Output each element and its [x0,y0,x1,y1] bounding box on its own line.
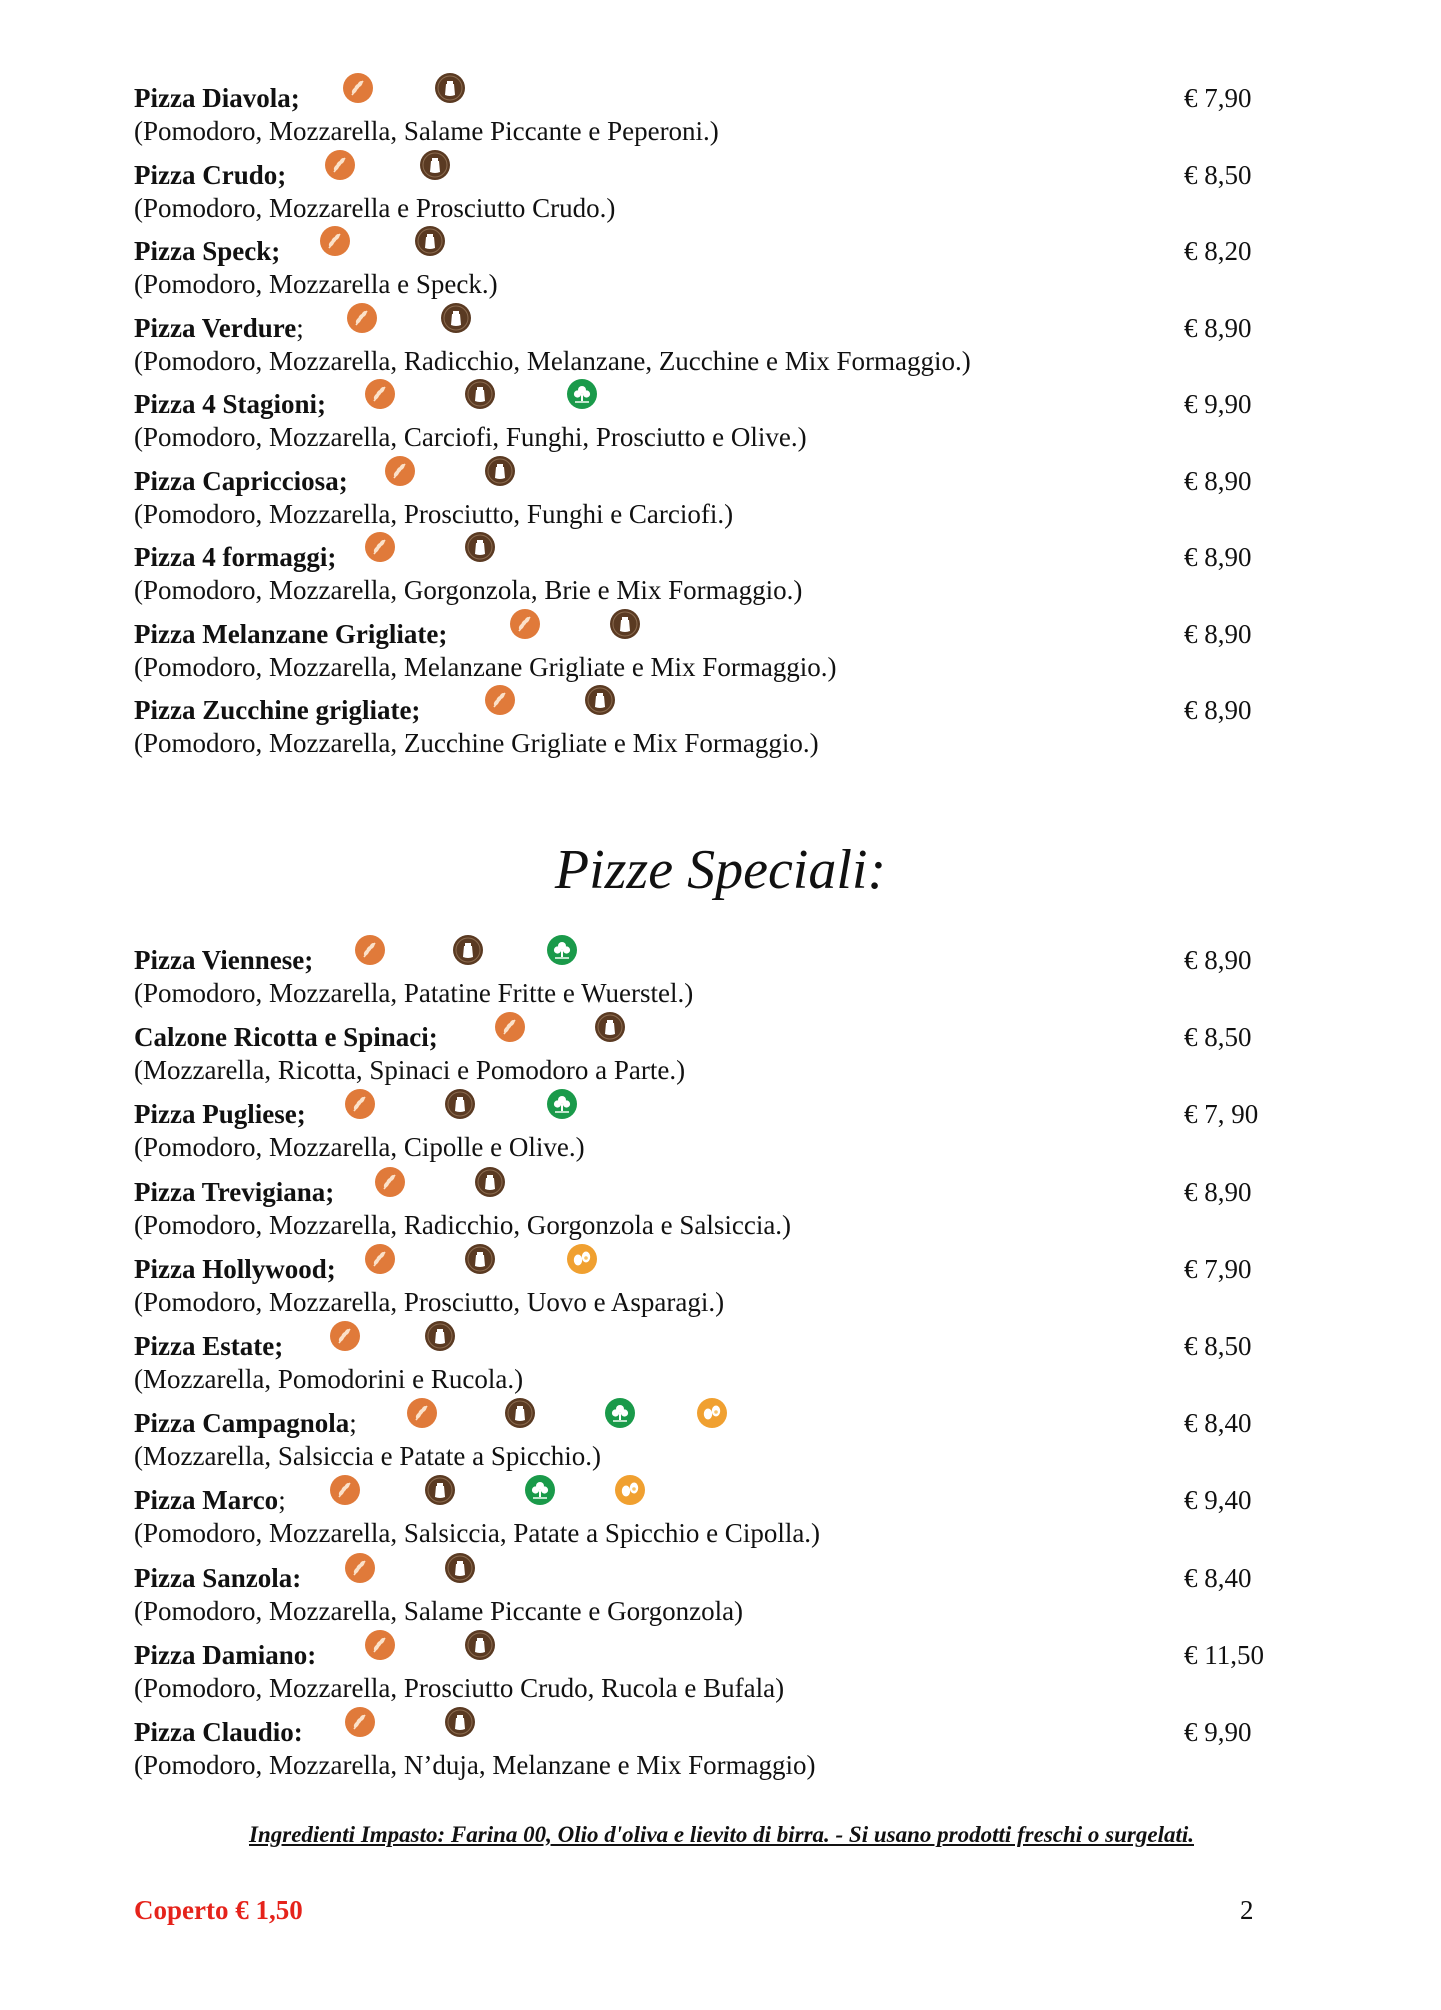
menu-item-name: Pizza Marco [134,1485,279,1516]
dairy-icon [452,934,484,966]
menu-item [134,231,1274,308]
menu-item-price: € 11,50 [1184,1639,1264,1670]
menu-item-price: € 9,90 [1184,1716,1252,1747]
menu-item-name: Pizza Verdure [134,312,297,343]
menu-item-ingredients: (Pomodoro, Mozzarella, Salsiccia, Patate a Spicchio e Cipolla.) [134,1518,821,1549]
menu-item-price: € 8,50 [1184,159,1252,190]
menu-item-price: € 8,40 [1184,1562,1252,1593]
wheat-icon [364,1243,396,1275]
menu-item-name: Pizza 4 Stagioni; [134,389,326,419]
wheat-icon [324,149,356,181]
wheat-icon [354,934,386,966]
menu-item-ingredients: (Pomodoro, Mozzarella e Prosciutto Crudo.) [134,192,616,223]
menu-item [134,155,1274,232]
menu-item-ingredients: (Pomodoro, Mozzarella, Patatine Fritte e Wuerstel.) [134,978,694,1008]
menu-item-ingredients: (Mozzarella, Pomodorini e Rucola.) [134,1363,524,1394]
menu-item-name: Pizza Claudio: [134,1716,303,1747]
menu-item-price: € 7, 90 [1184,1099,1259,1130]
menu-item-price: € 8,20 [1184,236,1252,266]
menu-item-price: € 8,90 [1184,1176,1252,1207]
dairy-icon [434,72,466,104]
wheat-icon [344,1088,376,1120]
menu-item-price: € 8,90 [1184,465,1252,496]
dairy-icon [464,378,496,410]
menu-item-name: Pizza Damiano: [134,1639,317,1670]
dairy-icon [444,1088,476,1120]
dairy-icon [464,1629,496,1661]
menu-item-ingredients: (Pomodoro, Mozzarella, Carciofi, Funghi, Prosciutto e Olive.) [134,422,807,452]
wheat-icon [329,1320,361,1352]
dairy-icon [474,1166,506,1198]
menu-item-price: € 8,90 [1184,542,1252,572]
wheat-icon [509,608,541,640]
menu-item-ingredients: (Pomodoro, Mozzarella, Radicchio, Gorgonzola e Salsiccia.) [134,1209,792,1240]
menu-item-name-suffix: ; [278,1485,286,1516]
menu-item-name: Pizza 4 formaggi; [134,542,337,572]
menu-item-name: Pizza Estate; [134,1330,284,1361]
egg-icon [696,1397,728,1429]
menu-item-name: Pizza Speck; [134,236,281,266]
dairy-icon [419,149,451,181]
wheat-icon [364,531,396,563]
menu-item [134,78,1274,155]
wheat-icon [346,302,378,334]
menu-item-price: € 8,90 [1184,618,1252,649]
menu-item-name: Pizza Campagnola [134,1408,350,1439]
wheat-icon [344,1552,376,1584]
menu-item [134,461,1274,538]
dairy-icon [414,225,446,257]
menu-item-price: € 7,90 [1184,83,1252,113]
menu-item-price: € 9,40 [1184,1485,1252,1516]
menu-item [134,1249,1274,1326]
dough-ingredients-note: Ingredienti Impasto: Farina 00, Olio d'oliva e lievito di birra. - Si usano prodotti freschi o surgelati. [249,1822,1194,1847]
menu-item [134,1094,1274,1171]
menu-item-ingredients: (Pomodoro, Mozzarella, Cipolle e Olive.) [134,1132,585,1163]
menu-item-price: € 9,90 [1184,389,1252,419]
dairy-icon [484,455,516,487]
menu-item [134,1558,1274,1635]
menu-item-price: € 8,40 [1184,1408,1252,1439]
menu-item [134,308,1274,385]
menu-item-name: Pizza Trevigiana; [134,1176,335,1207]
coperto-price: Coperto € 1,50 [134,1895,303,1925]
menu-item-name-suffix: ; [349,1408,357,1439]
menu-item-name: Pizza Hollywood; [134,1253,336,1284]
celery-icon [546,1088,578,1120]
dairy-icon [444,1706,476,1738]
menu-item-ingredients: (Pomodoro, Mozzarella, Prosciutto, Uovo e Asparagi.) [134,1286,725,1317]
menu-item-ingredients: (Mozzarella, Salsiccia e Patate a Spicchio.) [134,1441,602,1472]
wheat-icon [342,72,374,104]
special-pizza-list [134,940,1274,1789]
dairy-icon [464,1243,496,1275]
wheat-icon [329,1474,361,1506]
wheat-icon [406,1397,438,1429]
menu-item [134,1480,1274,1557]
dairy-icon [609,608,641,640]
menu-item-ingredients: (Pomodoro, Mozzarella, Melanzane Grigliate e Mix Formaggio.) [134,651,837,682]
wheat-icon [319,225,351,257]
menu-item-name-suffix: ; [296,312,304,343]
menu-item [134,537,1274,614]
menu-item-name: Pizza Diavola; [134,83,300,113]
celery-icon [546,934,578,966]
section-title: Pizze Speciali: [554,839,887,901]
menu-item-ingredients: (Pomodoro, Mozzarella, Radicchio, Melanzane, Zucchine e Mix Formaggio.) [134,345,971,376]
menu-item-price: € 8,90 [1184,945,1252,975]
dairy-icon [424,1474,456,1506]
classic-pizza-list [134,78,1274,767]
menu-item-ingredients: (Pomodoro, Mozzarella, N’duja, Melanzane e Mix Formaggio) [134,1749,816,1780]
menu-item-price: € 8,90 [1184,312,1252,343]
dairy-icon [464,531,496,563]
dairy-icon [424,1320,456,1352]
menu-item-ingredients: (Pomodoro, Mozzarella e Speck.) [134,269,498,299]
menu-item [134,614,1274,691]
wheat-icon [384,455,416,487]
menu-item [134,940,1274,1017]
celery-icon [604,1397,636,1429]
menu-item-ingredients: (Mozzarella, Ricotta, Spinaci e Pomodoro a Parte.) [134,1055,686,1086]
dairy-icon [504,1397,536,1429]
menu-item-ingredients: (Pomodoro, Mozzarella, Prosciutto Crudo, Rucola e Bufala) [134,1672,785,1703]
egg-icon [566,1243,598,1275]
menu-item-ingredients: (Pomodoro, Mozzarella, Gorgonzola, Brie e Mix Formaggio.) [134,575,803,605]
menu-item-name: Pizza Pugliese; [134,1099,306,1130]
menu-item [134,1172,1274,1249]
wheat-icon [374,1166,406,1198]
dairy-icon [440,302,472,334]
menu-item [134,1017,1274,1094]
wheat-icon [364,1629,396,1661]
menu-item-ingredients: (Pomodoro, Mozzarella, Salame Piccante e Peperoni.) [134,116,719,146]
menu-item-name: Pizza Melanzane Grigliate; [134,618,448,649]
dairy-icon [594,1011,626,1043]
menu-item-ingredients: (Pomodoro, Mozzarella, Zucchine Grigliate e Mix Formaggio.) [134,728,819,758]
menu-item-price: € 8,50 [1184,1022,1252,1053]
menu-item-ingredients: (Pomodoro, Mozzarella, Salame Piccante e Gorgonzola) [134,1595,744,1626]
menu-item-price: € 8,90 [1184,695,1252,725]
wheat-icon [494,1011,526,1043]
menu-item-name: Pizza Crudo; [134,159,287,190]
celery-icon [524,1474,556,1506]
celery-icon [566,378,598,410]
egg-icon [614,1474,646,1506]
menu-item [134,1326,1274,1403]
menu-item-name: Pizza Viennese; [134,945,314,975]
wheat-icon [484,684,516,716]
menu-item [134,690,1274,767]
menu-item-name: Pizza Zucchine grigliate; [134,695,421,725]
menu-item [134,384,1274,461]
menu-item [134,1403,1274,1480]
menu-item-name: Pizza Sanzola: [134,1562,302,1593]
menu-item [134,1635,1274,1712]
menu-item-name: Calzone Ricotta e Spinaci; [134,1022,438,1053]
menu-item-name: Pizza Capricciosa; [134,465,348,496]
wheat-icon [344,1706,376,1738]
menu-item-price: € 7,90 [1184,1253,1252,1284]
dairy-icon [444,1552,476,1584]
menu-item-price: € 8,50 [1184,1330,1252,1361]
wheat-icon [364,378,396,410]
menu-item-ingredients: (Pomodoro, Mozzarella, Prosciutto, Funghi e Carciofi.) [134,498,734,529]
menu-item [134,1712,1274,1789]
page-number: 2 [1240,1895,1254,1925]
dairy-icon [584,684,616,716]
